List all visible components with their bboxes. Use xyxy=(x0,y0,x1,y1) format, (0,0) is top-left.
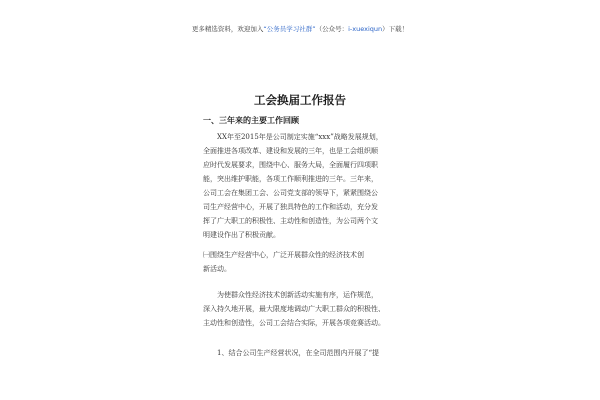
banner-suffix: ）下载！ xyxy=(382,25,409,33)
document-title: 工会换届工作报告 xyxy=(254,93,346,107)
paragraph-line: XX年至2015年是公司制定实施“xxx”战略发展规划， xyxy=(217,133,383,141)
paragraph-line: 全面推进各项改革、建设和发展的三年，也是工会组织顺 xyxy=(203,147,378,155)
paragraph-line: 深入持久地开展，最大限度地调动广大职工群众的积极性、 xyxy=(203,305,385,313)
paragraph-line: 1、结合公司生产经营状况，在全司范围内开展了“提 xyxy=(217,349,380,357)
paragraph-line: ㈠围绕生产经营中心，广泛开展群众性的经济技术创 xyxy=(203,251,364,259)
paragraph-line: 新活动。 xyxy=(203,265,231,273)
banner-middle: （公众号： xyxy=(315,25,349,33)
download-banner xyxy=(0,24,600,33)
paragraph-1 xyxy=(203,130,403,242)
paragraph-2 xyxy=(203,248,403,276)
paragraph-line: 主动性和创造性，公司工会结合实际，开展各项竞赛活动。 xyxy=(203,319,385,327)
banner-account-link[interactable]: i-xuexiqun xyxy=(348,25,383,33)
paragraph-line: 司生产经营中心，开展了独具特色的工作和活动，充分发 xyxy=(203,203,378,211)
paragraph-line: 为使群众性经济技术创新活动实施有序，运作规范， xyxy=(217,291,378,299)
paragraph-line: 应时代发展要求，围绕中心、服务大局，全面履行四项职 xyxy=(203,161,378,169)
banner-prefix: 更多精选资料，欢迎加入 xyxy=(191,25,264,33)
paragraph-3 xyxy=(203,288,403,330)
banner-community-link[interactable]: “公务员学习社群” xyxy=(263,25,316,33)
paragraph-line: 能，突出维护职能，各项工作顺利推进的三年。三年来， xyxy=(203,175,378,183)
section-heading: 一、三年来的主要工作回顾 xyxy=(203,116,299,125)
paragraph-line: 公司工会在集团工会、公司党支部的领导下，紧紧围绕公 xyxy=(203,189,378,197)
paragraph-4 xyxy=(203,346,403,360)
paragraph-line: 明建设作出了积极贡献。 xyxy=(203,231,280,239)
paragraph-line: 挥了广大职工的积极性、主动性和创造性，为公司两个文 xyxy=(203,217,378,225)
